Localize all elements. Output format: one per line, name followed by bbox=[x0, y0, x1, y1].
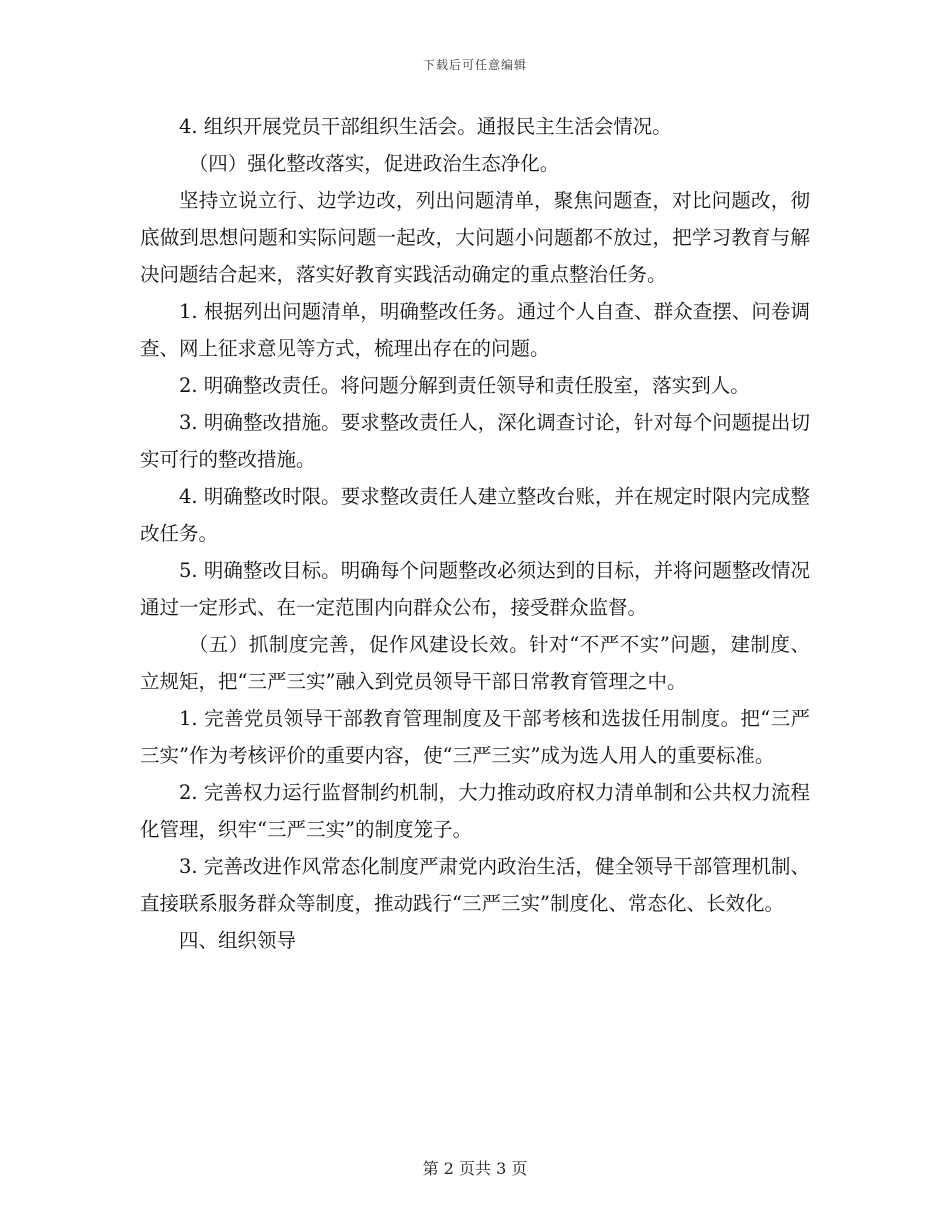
paragraph-item-1-tasks: 1. 根据列出问题清单，明确整改任务。通过个人自查、群众查摆、问卷调查、网上征求意见等方式，梳理出存在的问题。 bbox=[140, 300, 810, 360]
paragraph-item-2-supervision: 2. 完善权力运行监督制约机制，大力推动政府权力清单制和公共权力流程化管理，织牢“三严三实”的制度笼子。 bbox=[140, 781, 810, 841]
paragraph-item-3-style: 3. 完善改进作风常态化制度严肃党内政治生活，健全领导干部管理机制、直接联系服务群众等制度，推动践行“三严三实”制度化、常态化、长效化。 bbox=[140, 855, 810, 915]
page-header: 下载后可任意编辑 bbox=[422, 58, 527, 72]
section-heading-4: （四）强化整改落实，促进政治生态净化。 bbox=[188, 152, 560, 175]
paragraph-rectification-intro: 坚持立说立行、边学边改，列出问题清单，聚焦问题查，对比问题改，彻底做到思想问题和实际问题一起改，大问题小问题都不放过，把学习教育与解决问题结合起来，落实好教育实践活动确定的重点整治任务。 bbox=[140, 189, 810, 286]
document-body bbox=[140, 108, 810, 959]
section-heading-5: （五）抓制度完善，促作风建设长效。针对“不严不实”问题，建制度、立规矩，把“三严三实”融入到党员领导干部日常教育管理之中。 bbox=[140, 633, 810, 693]
paragraph-item-4-meeting: 4. 组织开展党员干部组织生活会。通报民主生活会情况。 bbox=[179, 115, 672, 138]
paragraph-item-1-education: 1. 完善党员领导干部教育管理制度及干部考核和选拔任用制度。把“三严三实”作为考核评价的重要内容，使“三严三实”成为选人用人的重要标准。 bbox=[140, 707, 810, 767]
paragraph-item-5-goals: 5. 明确整改目标。明确每个问题整改必须达到的目标，并将问题整改情况通过一定形式、在一定范围内向群众公布，接受群众监督。 bbox=[140, 559, 810, 619]
paragraph-item-3-measures: 3. 明确整改措施。要求整改责任人，深化调查讨论，针对每个问题提出切实可行的整改措施。 bbox=[140, 411, 810, 471]
page-footer: 第 2 页共 3 页 bbox=[422, 1159, 528, 1178]
section-heading-organization: 四、组织领导 bbox=[179, 929, 297, 952]
paragraph-item-2-responsibility: 2. 明确整改责任。将问题分解到责任领导和责任股室，落实到人。 bbox=[179, 374, 750, 397]
paragraph-item-4-deadline: 4. 明确整改时限。要求整改责任人建立整改台账，并在规定时限内完成整改任务。 bbox=[140, 485, 810, 545]
